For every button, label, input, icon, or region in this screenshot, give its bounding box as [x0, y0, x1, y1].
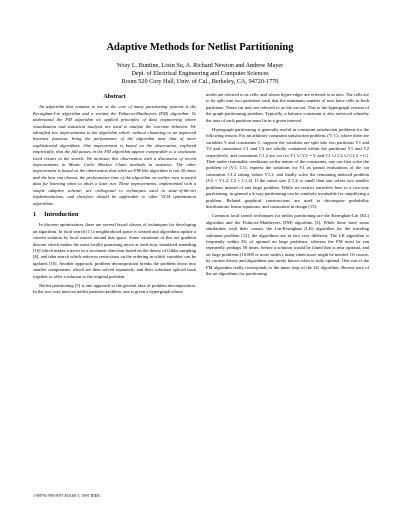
author-list: Wray L. Buntine, Lixin Su, A. Richard Newton and Andrew Mayer [116, 62, 284, 69]
abstract-heading: Abstract [103, 94, 126, 100]
section-heading-introduction [33, 212, 196, 218]
abstract-text: An algorithm that remains in use at the core of many partitioning systems is the Kernighan-Lin algorithm and a variant the Fiduccia-Mattheyses (FM) algorithm. To understand the FM algorithm we applied principles of data engineering where visualization and statistical analysis are used to analyze the run-time behavior. We identified two improvements to the algorithm which, without clustering or an improved heuristic function, bring the performance of the algorithm near that of more sophisticated algorithms. One improvement is based on the observation, explored empirically, that the full passes in the FM algorithm appear comparable to a stochastic local restart in the search. We motivate this observation with a discussion of recent improvements in Monte Carlo Markov Chain methods in statistics. The other improvement is based on the observation that when an FM-like algorithm is run 20 times and the best run chosen, the performance time of the algorithm on earlier runs is useful data for learning when to abort a later run. These improvements, implemented with a simple adaptive scheme, are orthogonal to techniques used in state-of-the-art implementations, and therefore should be applicable to other VLSI optimization algorithms. [33, 104, 196, 206]
intro-paragraph-2: Netlist partitioning [5] is one approach to the general idea of problem decomposition. In the two-way min-cut netlist partition problem, one is given a hypergraph whose [33, 282, 196, 295]
left-column [33, 92, 196, 296]
address: Room 520 Cory Hall, Univ. of Cal., Berkeley, CA, 94720-1770 [121, 78, 279, 85]
affiliation: Dept. of Electrical Engineering and Computer Sciences [131, 70, 269, 77]
right-column [206, 92, 369, 277]
section-title: Introduction [44, 210, 79, 218]
paper-title: Adaptive Methods for Netlist Partitioning [106, 42, 294, 53]
intro-paragraph-1: In discrete optimization, there are several broad classes of techniques for developing an algorithm. In local search [1] a neighborhood space is created and algorithms update a current solution by local moves around that space. Some variations of this are gradient descent which makes the most locally promising move at each step, simulated annealing [16] which makes a move in a stochastic direction based on the theory of Gibbs sampling [8], and tabu search which enforces restrictions on the ordering in which variables can be updated [10]. Another approach, problem decomposition breaks the problem down into smaller components, which are then solved separately, and their solutions spliced back together to offer a solution to the original problem. [33, 222, 196, 279]
body-paragraph-3: Common local search techniques for netlist partitioning are the Kernighan-Lin (KL) algorithm and the Fiduccia-Mattheyses (FM) algorithm [3]. While these have some similarities with their cousin, the Lin-Kernighan (LK) algorithm for the traveling salesman problem [12], the algorithms are in fact very different. The LK algorithm is frequently within 2% of optimal on large problems, whereas the FM must be run repeatedly, perhaps 50 times, before a solution would be found that is near optimal, and on large problems (10,000 or more nodes), many times more might be needed. Of course, by current theory and algorithms one rarely knows what is truly optimal. One run of the FM algorithm really corresponds to the inner loop of the LK algorithm. Recent state of the art algorithms for partitioning [206, 213, 369, 276]
abstract [33, 104, 196, 207]
section-number: 1 [33, 210, 37, 218]
body-paragraph-1: nodes are referred to as cells, and whose hyper-edges are referred to as nets. The cells are to be split into two partitions such that the minimum number of nets have cells in both partitions. These cut nets are referred to as the cut-set. This is the hypergraph version of the graph partitioning problem. Typically, a balance constraint is also enforced whereby the area of each partition must lie in a given interval. [206, 92, 369, 123]
copyright-footer: 1-89791-993-9/97 $10.00 © 1997 IEEE [33, 493, 100, 498]
body-paragraph-2: Hypergraph partitioning is generally useful in constraint satisfaction problems for the following reason. For an arbitrary constraint satisfaction problem, (V, C), where there are variables V and constraints C, suppose the variables are split into two partitions V1 and V2 and constraints C1 and C2 are wholly contained within the partitions V1 and V2 respectively, and constraints C1,2 are cut (so V1 ∪ V2 = V and C1 ∪ C2 ∪ C1,2 = C). Then under reasonable conditions on the nature of the constraints, one can first solve the problem of (V1, C1), express the solutions for V1 as partial evaluations of the cut constraints C1,2 taking values V1,2, and finally solve the remaining induced problem (V2 + V1,2, C2 + C1,2). If the cutset size |C1,2| is small then one solves two smaller problems instead of one large problem. While we restrict ourselves here to a two-way partitioning, in general a k-way partitioning can be similarly invaluable for simplifying a problem. Related graphical constructions are used to decompose probability distributions, linear equations, and constraints in design [15]. [206, 127, 369, 209]
